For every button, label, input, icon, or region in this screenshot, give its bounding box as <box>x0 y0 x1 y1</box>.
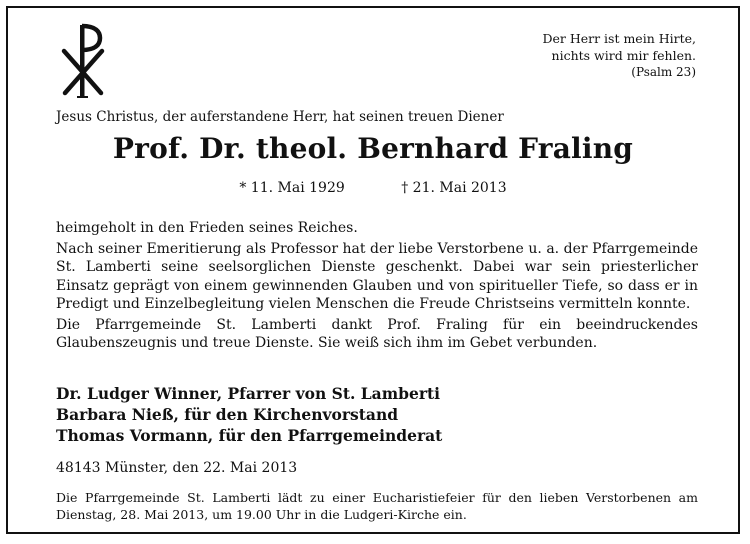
death-date: † 21. Mai 2013 <box>401 180 507 196</box>
mass-notice: Die Pfarrgemeinde St. Lamberti lädt zu einer Eucharistiefeier für den lieben Verstorbenen am Dienstag, 28. Mai 2013, um 19.00 Uhr in die Ludgeri-Kirche ein. <box>56 490 698 522</box>
birth-date: * 11. Mai 1929 <box>239 180 345 196</box>
signers-list <box>56 383 442 446</box>
intro-line: Jesus Christus, der auferstandene Herr, hat seinen treuen Diener <box>56 109 504 125</box>
psalm-quote <box>542 31 696 81</box>
deceased-name: Prof. Dr. theol. Bernhard Fraling <box>112 132 634 165</box>
place-and-date: 48143 Münster, den 22. Mai 2013 <box>56 460 298 476</box>
signer: Barbara Nieß, für den Kirchenvorstand <box>56 405 399 424</box>
psalm-reference: (Psalm 23) <box>631 65 696 79</box>
signer: Thomas Vormann, für den Pfarrgemeinderat <box>56 426 443 445</box>
signer: Dr. Ludger Winner, Pfarrer von St. Lamberti <box>56 384 441 403</box>
body-paragraph-2: Nach seiner Emeritierung als Professor hat der liebe Verstorbene u. a. der Pfarrgemeinde St. Lamberti seine seelsorglichen Dienste geschenkt. Dabei war sein priesterlicher Einsatz geprägt von einem gewinnenden Glauben und von spiritueller Tiefe, so dass er in Predigt und Einzelbegleitung vielen Menschen die Freude Christseins vermitteln konnte. <box>56 240 698 312</box>
chi-rho-icon <box>60 21 106 99</box>
body-paragraph-3: Die Pfarrgemeinde St. Lamberti dankt Prof. Fraling für ein beeindruckendes Glaubenszeugnis und treue Dienste. Sie weiß sich ihm im Gebet verbunden. <box>56 316 698 351</box>
body-paragraph-1: heimgeholt in den Frieden seines Reiches. <box>56 220 358 236</box>
life-dates <box>8 179 738 197</box>
notice-body <box>56 219 698 355</box>
psalm-line-2: nichts wird mir fehlen. <box>551 47 696 63</box>
psalm-line-1: Der Herr ist mein Hirte, <box>542 31 696 46</box>
obituary-notice <box>6 6 740 534</box>
